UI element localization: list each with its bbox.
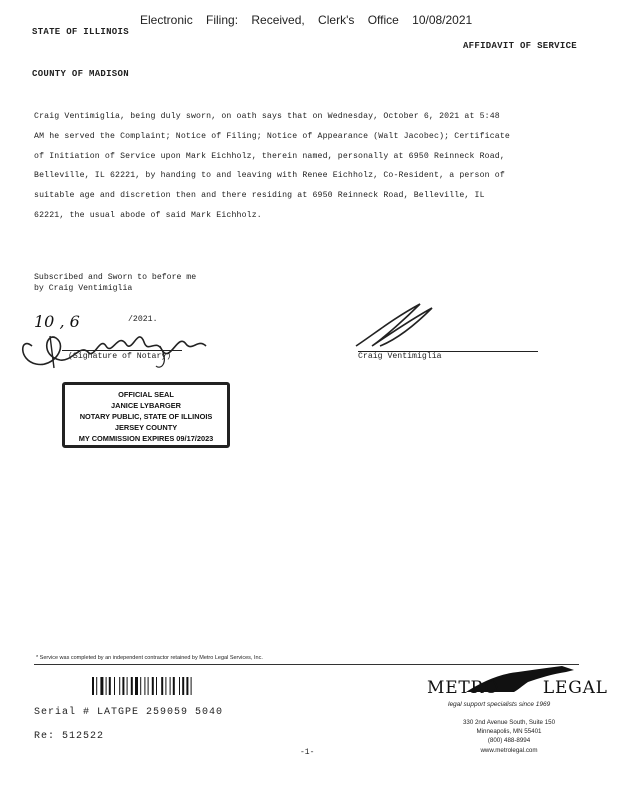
page-number: -1- [300, 748, 315, 757]
barcode-bar [119, 677, 120, 695]
server-signature [350, 300, 450, 352]
subscribed-sworn-block [34, 272, 196, 294]
body-line: Craig Ventimiglia, being duly sworn, on oath says that on Wednesday, October 6, 2021 at 5:48 [34, 112, 500, 121]
document-title: AFFIDAVIT OF SERVICE [462, 41, 577, 51]
barcode-bar [182, 677, 184, 695]
body-line: 62221, the usual abode of said Mark Eichholz. [34, 210, 262, 220]
notary-signature-label: (Signature of Notary) [68, 352, 172, 361]
barcode-bar [152, 677, 154, 695]
barcode-bar [122, 677, 124, 695]
address-city: Minneapolis, MN 55401 [476, 728, 542, 736]
barcode-bar [156, 677, 157, 695]
barcode-bar [148, 677, 149, 695]
electronic-filing-stamp: Electronic Filing: Received, Clerk's Office 10/08/2021 [140, 13, 473, 27]
seal-heading: OFFICIAL SEAL [118, 390, 174, 399]
company-tagline: legal support specialists since 1969 [448, 701, 551, 708]
affidavit-body [34, 107, 574, 226]
address-street: 330 2nd Avenue South, Suite 150 [462, 719, 556, 726]
wordmark-legal: LEGAL [542, 678, 608, 698]
barcode [92, 677, 212, 695]
wordmark-metro: METRO [427, 678, 499, 698]
barcode-bar [165, 677, 166, 695]
body-line: Belleville, IL 62221, by handing to and leaving with Renee Eichholz, Co-Resident, a person of [34, 171, 505, 181]
notary-signature-line [62, 350, 182, 351]
barcode-bar [127, 677, 128, 695]
body-line: suitable age and discretion then and there residing at 6950 Reinneck Road, Belleville, IL [34, 191, 485, 201]
barcode-bar [170, 677, 171, 695]
seal-county: JERSEY COUNTY [114, 423, 178, 432]
barcode-bar [135, 677, 138, 695]
barcode-bar [186, 677, 188, 695]
company-website: www.metrolegal.com [480, 746, 538, 754]
handwritten-date: 10 , 6 [34, 312, 80, 331]
barcode-bar [140, 677, 141, 695]
seal-notary-name: JANICE LYBARGER [111, 401, 181, 410]
barcode-bar [92, 677, 94, 695]
barcode-bar [179, 677, 180, 695]
barcode-bar [131, 677, 133, 695]
county-heading: COUNTY OF MADISON [32, 69, 129, 79]
date-year: /2021. [128, 315, 158, 324]
barcode-bar [109, 677, 111, 695]
barcode-bar [96, 677, 97, 695]
barcode-bar [144, 677, 145, 695]
reference-number: Re: 512522 [34, 731, 105, 742]
company-phone: (800) 488-8994 [487, 737, 531, 745]
company-address [440, 718, 578, 755]
body-line: of Initiation of Service upon Mark Eichholz, therein named, personally at 6950 Reinneck Road, [34, 151, 505, 161]
serial-number: Serial # LATGPE 259059 5040 [34, 707, 224, 718]
state-heading: STATE OF ILLINOIS [32, 27, 129, 37]
barcode-bar [161, 677, 163, 695]
seal-notary-public: NOTARY PUBLIC, STATE OF ILLINOIS [79, 412, 213, 421]
contractor-footnote: * Service was completed by an independent contractor retained by Metro Legal Services, Inc. [36, 655, 263, 661]
notary-seal-stamp [62, 382, 230, 448]
seal-commission: MY COMMISSION EXPIRES 09/17/2023 [78, 434, 214, 443]
barcode-bar [100, 677, 103, 695]
barcode-bar [106, 677, 107, 695]
barcode-bar [114, 677, 115, 695]
barcode-bar [173, 677, 175, 695]
company-wordmark [427, 678, 608, 698]
subscribed-line: Subscribed and Sworn to before me [34, 273, 197, 282]
notary-signature [10, 316, 220, 372]
subscribed-by-line: by Craig Ventimiglia [34, 284, 133, 293]
body-line: AM he served the Complaint; Notice of Filing; Notice of Appearance (Walt Jacobec); Certificate [34, 131, 510, 141]
server-name: Craig Ventimiglia [358, 352, 442, 361]
barcode-bar [191, 677, 192, 695]
